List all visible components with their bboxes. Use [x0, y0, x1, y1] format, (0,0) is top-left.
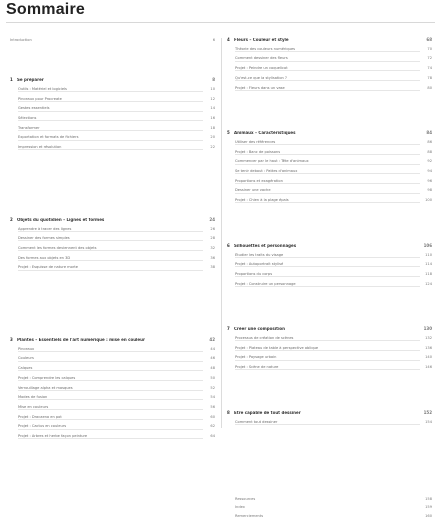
page-number: 114 — [425, 262, 432, 267]
toc-entry[interactable] — [10, 424, 215, 429]
section-number: 8 — [227, 409, 230, 415]
page-number: 88 — [427, 149, 432, 154]
toc-entry[interactable] — [227, 76, 432, 81]
page-number: 92 — [427, 159, 432, 164]
page-number: 64 — [210, 434, 215, 439]
toc-section-heading[interactable] — [227, 244, 432, 248]
toc-entry[interactable] — [227, 150, 432, 155]
page-number: 124 — [425, 281, 432, 286]
title-rule — [6, 22, 435, 23]
toc-entry[interactable] — [227, 56, 432, 61]
entry-title: Plantes – Essentiels de l'art numérique : mise en couleur — [17, 338, 145, 343]
entry-title: Gestes essentiels — [18, 106, 203, 111]
page-number: 60 — [210, 414, 215, 419]
page-number: 106 — [423, 242, 432, 248]
page-number: 98 — [427, 188, 432, 193]
entry-title: Silhouettes et personnages — [234, 243, 297, 248]
entry-title: Fleurs – Couleur et style — [234, 38, 289, 42]
entry-title: Projet : Fleurs dans un vase — [235, 86, 420, 91]
entry-title: Se préparer — [17, 78, 44, 83]
entry-title: Comment dessiner des fleurs — [235, 56, 420, 61]
toc-entry[interactable] — [10, 356, 215, 361]
toc-entry[interactable] — [227, 262, 432, 267]
toc-entry[interactable] — [227, 179, 432, 184]
entry-title: Projet : Chien à la plage épais — [235, 198, 420, 203]
toc-section-heading[interactable] — [227, 327, 432, 331]
page-number: 52 — [210, 385, 215, 390]
toc-entry[interactable] — [227, 159, 432, 164]
section-number: 4 — [227, 37, 230, 42]
entry-title: Mise en couleurs — [18, 405, 203, 410]
entry-title: Projet : Dracaena en pot — [18, 415, 203, 420]
toc-entry[interactable] — [10, 246, 215, 251]
page-number: 96 — [427, 178, 432, 183]
toc-entry[interactable] — [227, 346, 432, 351]
page-number: 62 — [210, 424, 215, 429]
page-number: 32 — [210, 245, 215, 250]
toc-section-heading[interactable] — [227, 411, 432, 415]
section-number: 3 — [10, 337, 13, 343]
page-number: 42 — [209, 337, 215, 343]
toc-entry[interactable] — [227, 86, 432, 91]
entry-title: Introduction — [10, 38, 32, 42]
entry-title: Outils : Matériel et logiciels — [18, 87, 203, 92]
page-number: 14 — [210, 106, 215, 111]
toc-entry[interactable] — [10, 256, 215, 261]
entry-title: Modes de fusion — [18, 395, 203, 400]
entry-title: Impression et résolution — [18, 145, 203, 150]
page-number: 48 — [210, 366, 215, 371]
page-number: 86 — [427, 139, 432, 144]
page-number: 70 — [427, 46, 432, 51]
entry-title: Apprendre à tracer des lignes — [18, 227, 203, 232]
page-number: 118 — [425, 271, 432, 276]
page-number: 78 — [427, 75, 432, 80]
toc-entry[interactable] — [227, 282, 432, 287]
toc-entry[interactable] — [10, 405, 215, 410]
page-number: 80 — [427, 85, 432, 90]
page-number: 18 — [210, 125, 215, 130]
toc-entry[interactable] — [227, 198, 432, 203]
entry-title: Proportions du corps — [235, 272, 420, 277]
page-number: 154 — [425, 419, 432, 424]
entry-title: Comment tout dessiner — [235, 420, 420, 425]
page-number: 94 — [427, 169, 432, 174]
toc-entry[interactable] — [227, 66, 432, 71]
toc-entry[interactable] — [227, 365, 432, 370]
entry-title: Pinceaux — [18, 347, 203, 352]
entry-title: Dessiner des formes simples — [18, 236, 203, 241]
toc-entry[interactable] — [10, 145, 215, 150]
page-number: 24 — [209, 216, 215, 222]
entry-title: Théorie des couleurs numériques — [235, 47, 420, 52]
entry-title: Projet : Cactus en couleurs — [18, 424, 203, 429]
entry-title: Ressources — [235, 496, 256, 501]
entry-title: Proportions et exagération — [235, 179, 420, 184]
entry-title: Projet : Arbres et herbe façon peinture — [18, 434, 203, 439]
page-number: 100 — [425, 198, 432, 203]
toc-entry[interactable] — [227, 336, 432, 341]
section-number: 6 — [227, 242, 230, 248]
toc-entry[interactable] — [10, 395, 215, 400]
entry-title: Projet : Peindre un coquelicot — [235, 66, 420, 71]
entry-title: Verrouillage alpha et masques — [18, 386, 203, 391]
section-number: 5 — [227, 130, 230, 136]
entry-title: Index — [235, 505, 245, 510]
toc-section-heading[interactable] — [10, 78, 215, 82]
page-number: 110 — [425, 252, 432, 257]
toc-entry[interactable] — [10, 97, 215, 102]
page-number: 50 — [210, 375, 215, 380]
toc-entry[interactable] — [10, 126, 215, 131]
page-number: 26 — [210, 226, 215, 231]
page-title: Sommaire — [6, 1, 85, 18]
toc-entry[interactable] — [10, 376, 215, 381]
entry-title: Couleurs — [18, 356, 203, 361]
toc-entry[interactable] — [227, 497, 432, 501]
page-number: 16 — [210, 116, 215, 121]
toc-entry[interactable] — [227, 355, 432, 360]
toc-entry[interactable] — [10, 265, 215, 270]
entry-title: Comment les formes deviennent des objets — [18, 246, 203, 251]
entry-title: Projet : Scène de nature — [235, 365, 420, 370]
page-number: 12 — [210, 96, 215, 101]
entry-title: Calques — [18, 366, 203, 371]
page-number: 22 — [210, 145, 215, 150]
entry-title: Exportation et formats de fichiers — [18, 135, 203, 140]
toc-entry[interactable] — [10, 366, 215, 371]
page-number: 146 — [425, 365, 432, 370]
toc-entry[interactable] — [227, 253, 432, 258]
entry-title: Projet : Construire un personnage — [235, 282, 420, 287]
entry-title: Être capable de tout dessiner — [234, 410, 301, 415]
page-number: 136 — [425, 345, 432, 350]
entry-title: Remerciements — [235, 514, 264, 518]
entry-title: Dessiner une vache — [235, 188, 420, 193]
toc-entry[interactable] — [227, 169, 432, 174]
page-number: 132 — [425, 336, 432, 341]
entry-title: Projet : Plateau de table à perspective oblique — [235, 346, 420, 351]
toc-entry[interactable] — [10, 116, 215, 121]
section-number: 1 — [10, 77, 13, 83]
section-number: 7 — [227, 326, 230, 332]
page-number: 6 — [212, 38, 215, 42]
entry-title: Projet : Autoportrait stylisé — [235, 262, 420, 267]
entry-title: Commencer par le haut : Tête d'animaux — [235, 159, 420, 164]
section-number: 2 — [10, 216, 13, 222]
page-number: 38 — [210, 265, 215, 270]
entry-title: Se tenir debout : Pattes d'animaux — [235, 169, 420, 174]
entry-title: Étudier les traits du visage — [235, 253, 420, 258]
entry-title: Pinceaux pour Procreate — [18, 97, 203, 102]
page-number: 8 — [212, 77, 215, 83]
page-number: 72 — [427, 56, 432, 61]
toc-section-heading[interactable] — [227, 38, 432, 42]
toc-entry[interactable] — [10, 106, 215, 111]
toc-entry[interactable] — [10, 347, 215, 352]
toc-entry[interactable] — [10, 38, 215, 42]
entry-title: Sélections — [18, 116, 203, 121]
page-number: 159 — [425, 505, 432, 510]
page-number: 44 — [210, 346, 215, 351]
entry-title: Objets du quotidien – Lignes et formes — [17, 217, 105, 222]
toc-right-column — [227, 38, 432, 518]
toc-entry[interactable] — [10, 434, 215, 439]
toc-section-heading[interactable] — [10, 338, 215, 342]
toc-entry[interactable] — [227, 140, 432, 145]
toc-section-heading[interactable] — [227, 131, 432, 135]
page-number: 74 — [427, 66, 432, 71]
toc-entry[interactable] — [10, 415, 215, 420]
toc-entry[interactable] — [10, 87, 215, 92]
page-number: 10 — [210, 86, 215, 91]
toc-entry[interactable] — [227, 188, 432, 193]
entry-title: Utiliser des références — [235, 140, 420, 145]
toc-entry[interactable] — [227, 47, 432, 52]
entry-title: Projet : Esquisse de nature morte — [18, 265, 203, 270]
toc-left-column — [10, 38, 215, 439]
toc-entry[interactable] — [227, 272, 432, 277]
page-number: 28 — [210, 236, 215, 241]
entry-title: Animaux – Caractéristiques — [234, 131, 296, 136]
entry-title: Qu'est-ce que la stylisation ? — [235, 76, 420, 81]
page-number: 130 — [423, 326, 432, 332]
page-number: 20 — [210, 135, 215, 140]
page-number: 158 — [425, 496, 432, 501]
toc-entry[interactable] — [10, 386, 215, 391]
toc-entry[interactable] — [10, 135, 215, 140]
entry-title: Créer une composition — [234, 327, 286, 332]
toc-entry[interactable] — [227, 420, 432, 425]
entry-title: Processus de création de scènes — [235, 336, 420, 341]
entry-title: Des formes aux objets en 3D — [18, 256, 203, 261]
entry-title: Projet : Paysage urbain — [235, 355, 420, 360]
toc-entry[interactable] — [227, 514, 432, 518]
page-number: 152 — [423, 409, 432, 415]
column-divider — [221, 38, 222, 428]
entry-title: Projet : Comprendre les calques — [18, 376, 203, 381]
page-number: 56 — [210, 404, 215, 409]
toc-entry[interactable] — [10, 236, 215, 241]
page-number: 46 — [210, 356, 215, 361]
page-number: 160 — [425, 514, 432, 518]
toc-entry[interactable] — [10, 227, 215, 232]
page-number: 36 — [210, 255, 215, 260]
toc-section-heading[interactable] — [10, 218, 215, 222]
page-number: 68 — [426, 37, 432, 42]
entry-title: Projet : Banc de poissons — [235, 150, 420, 155]
entry-title: Transformer — [18, 126, 203, 131]
page-number: 54 — [210, 395, 215, 400]
page-number: 84 — [426, 130, 432, 136]
page-number: 140 — [425, 355, 432, 360]
toc-entry[interactable] — [227, 505, 432, 509]
